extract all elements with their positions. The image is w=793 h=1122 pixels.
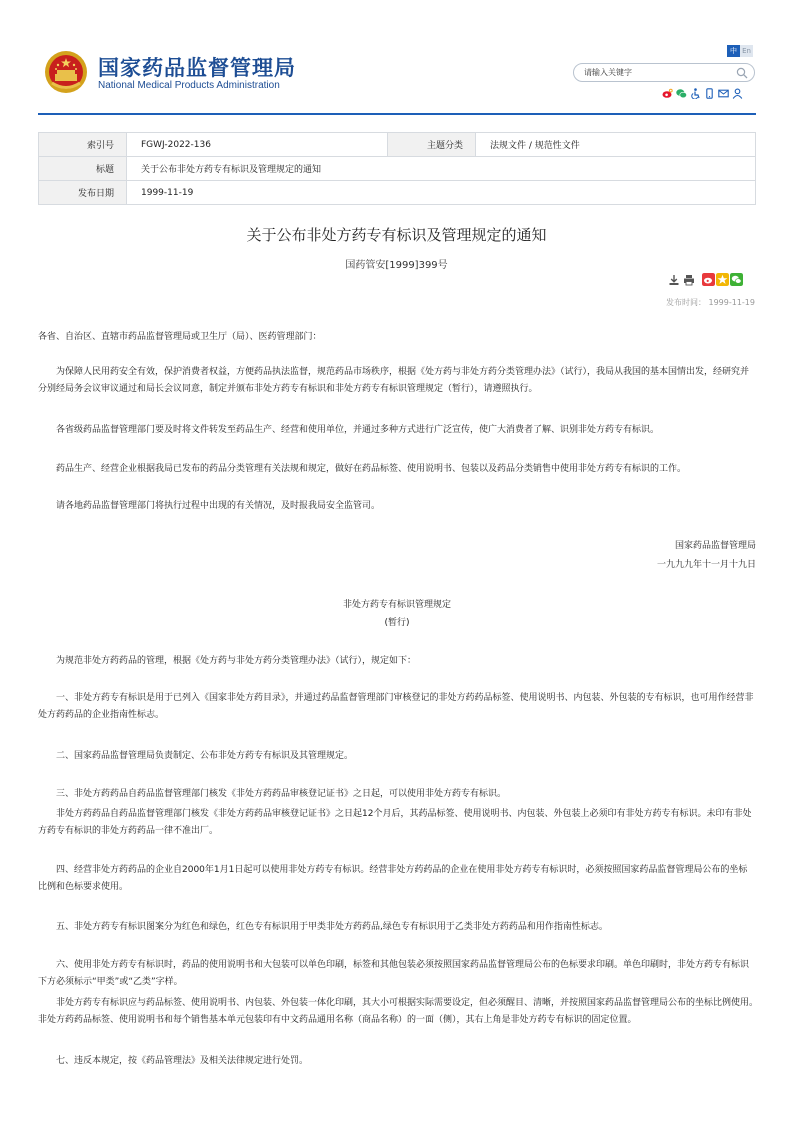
rule-item-1: 一、非处方药专有标识是用于已列入《国家非处方药目录》，并通过药品监督管理部门审核登记的非处方药药品标签、使用说明书、内包装、外包装的专有标识，也可用作经营非处方药药品的企业指南性标志。 [38, 693, 754, 720]
date-value: 1999-11-19 [127, 181, 756, 205]
rule-item-4: 四、经营非处方药药品的企业自2000年1月1日起可以使用非处方药专有标识。经营非处方药药品的企业在使用非处方药专有标识时，必须按照国家药品监督管理局公布的坐标比例和色标要求使用。 [38, 865, 748, 892]
rule-item-3a: 三、非处方药药品自药品监督管理部门核发《非处方药药品审核登记证书》之日起，可以使用非处方药专有标识。 [56, 789, 507, 799]
title-label: 标题 [39, 157, 127, 181]
rule-item-6a: 六、使用非处方药专有标识时，药品的使用说明书和大包装可以单色印刷，标签和其他包装必须按照国家药品监督管理局公布的色标要求印刷。单色印刷时，非处方药专有标识下方必须标示“甲类”或“乙类”字样。 [38, 960, 750, 987]
language-switch [727, 45, 753, 57]
mail-icon[interactable] [718, 88, 729, 99]
share-wechat-icon[interactable] [730, 273, 743, 286]
rule-item-6b: 非处方药专有标识应与药品标签、使用说明书、内包装、外包装一体化印刷，其大小可根据实际需要设定，但必须醒目、清晰，并按照国家药品监督管理局公布的坐标比例使用。 非处方药药品标签、使用说明书和每个销售基本单元包装印有中文药品通用名称（商品名称）的一面（侧），其右上角是非处方药专有标识的固定位置。 [38, 998, 772, 1025]
rule-item-3b: 非处方药药品自药品监督管理部门核发《非处方药药品审核登记证书》之日起12个月后，其药品标签、使用说明书、内包装、外包装上必须印有非处方药专有标识。未印有非处方药专有标识的非处方药药品一律不准出厂。 [38, 809, 752, 836]
wechat-icon[interactable] [676, 88, 687, 99]
paragraph-2: 各省级药品监督管理部门要及时将文件转发至药品生产、经营和使用单位，并通过多种方式进行广泛宣传，使广大消费者了解、识别非处方药专有标识。 [56, 425, 660, 435]
accessibility-icon[interactable] [690, 88, 701, 99]
site-name-en[interactable]: National Medical Products Administration [98, 80, 280, 91]
addressee: 各省、自治区、直辖市药品监督管理局或卫生厅（局）、医药管理部门： [38, 332, 322, 342]
lang-zh-button[interactable]: 中 [727, 45, 740, 57]
share-weibo-icon[interactable] [702, 273, 715, 286]
national-emblem-icon[interactable] [44, 50, 88, 94]
date-label: 发布日期 [39, 181, 127, 205]
print-icon[interactable] [683, 274, 695, 286]
topic-value: 法规文件 / 规范性文件 [476, 133, 756, 157]
table-row [39, 181, 756, 205]
article-tools [668, 273, 743, 286]
site-header [0, 0, 793, 115]
user-icon[interactable] [732, 88, 743, 99]
document-meta-table [38, 132, 756, 205]
signature: 国家药品监督管理局 [674, 541, 756, 551]
title-value: 关于公布非处方药专有标识及管理规定的通知 [127, 157, 756, 181]
header-share-bar [662, 88, 743, 99]
rule-subtitle: (暂行) [384, 618, 410, 628]
share-qzone-icon[interactable] [716, 273, 729, 286]
search-icon[interactable] [736, 67, 748, 79]
publish-time: 发布时间： 1999-11-19 [665, 298, 755, 307]
rule-item-5: 五、非处方药专有标识图案分为红色和绿色，红色专有标识用于甲类非处方药药品,绿色专有标识用于乙类非处方药药品和用作指南性标志。 [56, 922, 608, 932]
topic-label: 主题分类 [388, 133, 476, 157]
header-divider [38, 113, 756, 115]
paragraph-1: 为保障人民用药安全有效，保护消费者权益，方便药品执法监督，规范药品市场秩序，根据《处方药与非处方药分类管理办法》（试行），我局从我国的基本国情出发，经研究并分别经局务会议审议通过和局长会议同意，制定并颁布非处方药专有标识和非处方药专有标识管理规定（暂行），请遵照执行。 [38, 367, 750, 394]
rule-title: 非处方药专有标识管理规定 [342, 600, 451, 610]
download-icon[interactable] [668, 274, 680, 286]
paragraph-3: 药品生产、经营企业根据我局已发布的药品分类管理有关法规和规定，做好在药品标签、使用说明书、包装以及药品分类销售中使用非处方药专有标识的工作。 [56, 464, 687, 474]
paragraph-4: 请各地药品监督管理部门将执行过程中出现的有关情况，及时报我局安全监管司。 [56, 501, 381, 511]
table-row [39, 133, 756, 157]
sign-date: 一九九九年十一月十九日 [656, 560, 756, 570]
table-row [39, 157, 756, 181]
rule-item-2: 二、国家药品监督管理局负责制定、公布非处方药专有标识及其管理规定。 [56, 751, 354, 761]
rule-item-7: 七、违反本规定，按《药品管理法》及相关法律规定进行处罚。 [56, 1056, 309, 1066]
search-box [573, 63, 755, 82]
article-title: 关于公布非处方药专有标识及管理规定的通知 [246, 226, 547, 244]
site-name-cn[interactable]: 国家药品监督管理局 [98, 56, 296, 80]
rule-intro: 为规范非处方药药品的管理，根据《处方药与非处方药分类管理办法》（试行），规定如下： [56, 656, 417, 666]
index-label: 索引号 [39, 133, 127, 157]
weibo-icon[interactable] [662, 88, 673, 99]
search-input[interactable] [584, 66, 724, 79]
mobile-icon[interactable] [704, 88, 715, 99]
index-value: FGWJ-2022-136 [127, 133, 388, 157]
lang-en-button[interactable]: En [740, 45, 753, 57]
document-number: 国药管安[1999]399号 [345, 260, 448, 271]
